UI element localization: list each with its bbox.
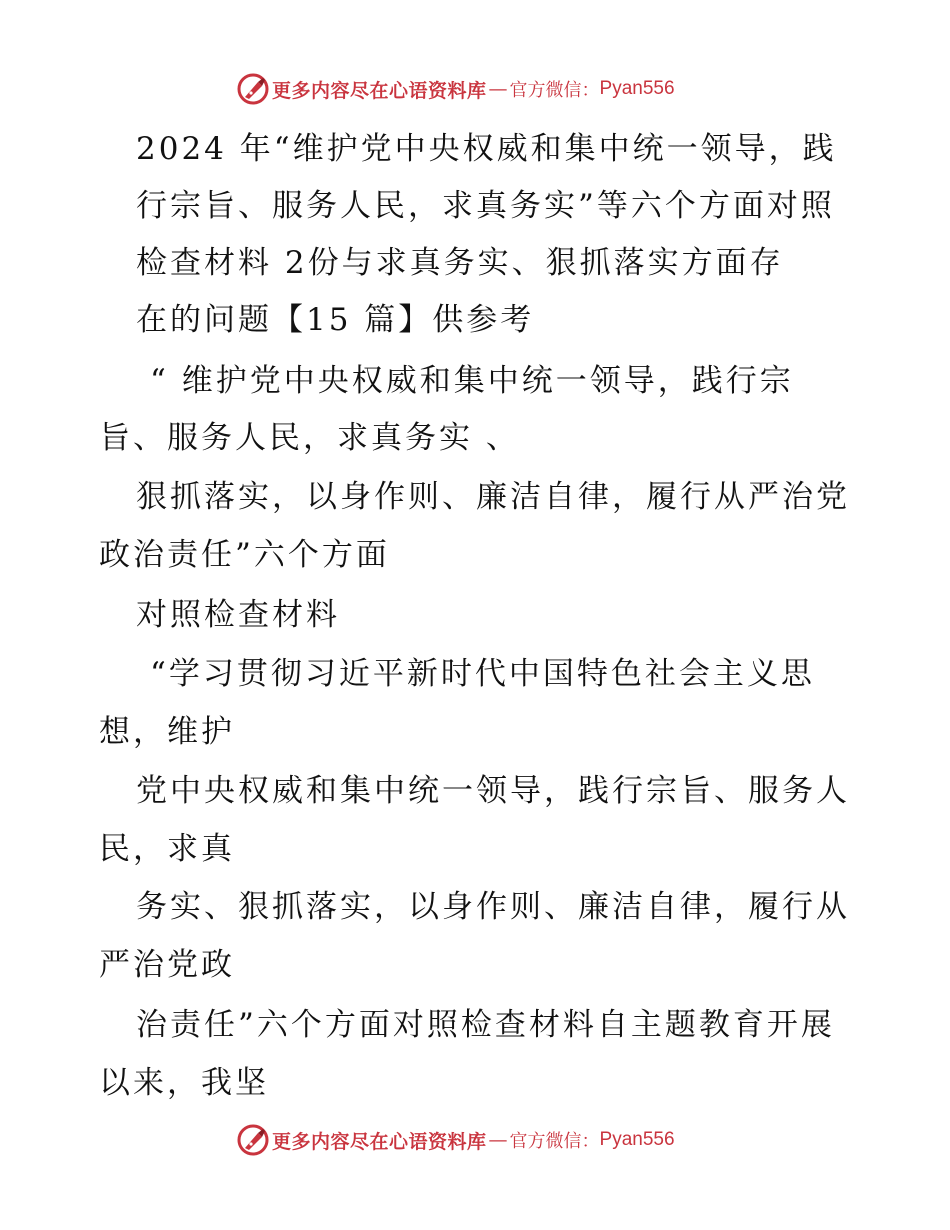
body-line: 民，求真 — [99, 831, 235, 867]
body-line: 治责任”六个方面对照检查材料自主题教育开展 — [136, 1007, 835, 1043]
body-line: 对照检查材料 — [136, 597, 340, 633]
body-line: 狠抓落实，以身作则、廉洁自律，履行从严治党 — [136, 479, 850, 515]
watermark-text: 更多内容尽在心语资料库 — [272, 1130, 487, 1153]
watermark-label: 官方微信： — [509, 80, 600, 101]
title-line: 检查材料 2份与求真务实、狠抓落实方面存 — [136, 245, 784, 281]
watermark-banner-bottom — [236, 1122, 675, 1158]
body-line: 政治责任”六个方面 — [99, 537, 390, 573]
watermark-dash: — — [488, 1129, 508, 1151]
body-line: “ 维护党中央权威和集中统一领导，践行宗 — [150, 363, 794, 399]
title-line: 行宗旨、服务人民，求真务实”等六个方面对照 — [136, 188, 835, 224]
title-line: 2024 年“维护党中央权威和集中统一领导，践 — [136, 131, 837, 167]
body-line: 旨、服务人民，求真务实 、 — [99, 420, 520, 456]
watermark-wechat-id: Pyan556 — [599, 78, 675, 99]
body-line: 以来，我坚 — [99, 1065, 269, 1101]
watermark-label: 官方微信： — [509, 1131, 600, 1152]
body-line: 党中央权威和集中统一领导，践行宗旨、服务人 — [136, 773, 850, 809]
pen-nib-logo-icon — [236, 72, 270, 106]
body-line: “学习贯彻习近平新时代中国特色社会主义思 — [150, 656, 815, 692]
body-line: 务实、狠抓落实，以身作则、廉洁自律，履行从 — [136, 889, 850, 925]
pen-nib-logo-icon — [236, 1123, 270, 1157]
watermark-wechat-id: Pyan556 — [599, 1129, 675, 1150]
watermark-text: 更多内容尽在心语资料库 — [272, 79, 487, 102]
watermark-banner-top — [236, 71, 675, 107]
body-line: 想，维护 — [99, 714, 235, 750]
body-line: 严治党政 — [99, 947, 235, 983]
title-line: 在的问题【15 篇】供参考 — [136, 302, 535, 338]
watermark-dash: — — [488, 78, 508, 100]
